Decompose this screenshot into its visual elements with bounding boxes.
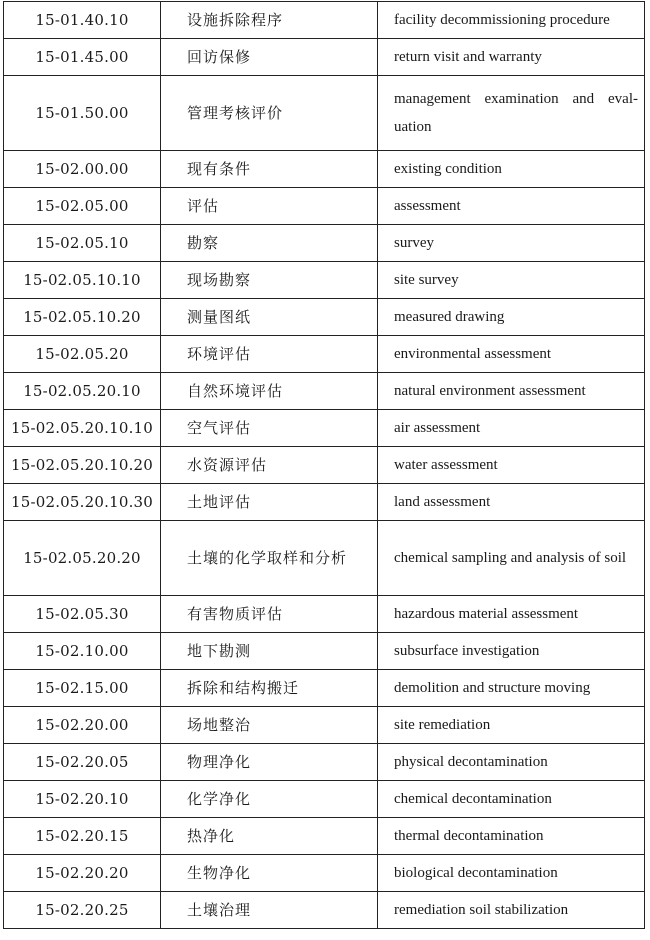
chinese-term-cell: 管理考核评价 (161, 76, 378, 151)
code-cell: 15-02.05.20.20 (4, 521, 161, 596)
chinese-term-cell: 热净化 (161, 818, 378, 855)
code-cell: 15-02.05.10.10 (4, 262, 161, 299)
chinese-term-cell: 场地整治 (161, 707, 378, 744)
table-row (4, 336, 645, 373)
chinese-term-cell: 现有条件 (161, 151, 378, 188)
code-cell: 15-02.05.20.10.10 (4, 410, 161, 447)
chinese-term-cell: 测量图纸 (161, 299, 378, 336)
english-term-cell: water assessment (378, 447, 645, 484)
table-row (4, 484, 645, 521)
chinese-term-cell: 评估 (161, 188, 378, 225)
table-row (4, 781, 645, 818)
chinese-term-cell: 环境评估 (161, 336, 378, 373)
table-row (4, 2, 645, 39)
english-term-cell (378, 521, 645, 596)
chinese-term-cell: 拆除和结构搬迁 (161, 670, 378, 707)
table-row (4, 818, 645, 855)
code-cell: 15-02.05.20.10 (4, 373, 161, 410)
english-term-cell: biological decontamination (378, 855, 645, 892)
chinese-term-cell: 设施拆除程序 (161, 2, 378, 39)
table-row (4, 262, 645, 299)
table-row (4, 521, 645, 596)
code-cell: 15-02.05.20.10.30 (4, 484, 161, 521)
code-cell: 15-02.05.30 (4, 596, 161, 633)
english-term-cell (378, 76, 645, 151)
table-row (4, 39, 645, 76)
english-term-cell: demolition and structure moving (378, 670, 645, 707)
table-row (4, 447, 645, 484)
table-row (4, 373, 645, 410)
code-cell: 15-02.05.20.10.20 (4, 447, 161, 484)
chinese-term-cell: 空气评估 (161, 410, 378, 447)
table-row (4, 744, 645, 781)
english-term-cell: site remediation (378, 707, 645, 744)
english-term-cell: thermal decontamination (378, 818, 645, 855)
table-row (4, 299, 645, 336)
code-cell: 15-02.20.05 (4, 744, 161, 781)
english-term-text: chemical sampling and analysis of soil (394, 550, 627, 566)
table-row (4, 892, 645, 929)
english-term-cell: existing condition (378, 151, 645, 188)
code-cell: 15-01.45.00 (4, 39, 161, 76)
code-cell: 15-02.00.00 (4, 151, 161, 188)
english-term-cell: hazardous material assessment (378, 596, 645, 633)
chinese-term-cell: 回访保修 (161, 39, 378, 76)
chinese-term-cell: 生物净化 (161, 855, 378, 892)
chinese-term-cell: 土地评估 (161, 484, 378, 521)
code-cell: 15-02.20.15 (4, 818, 161, 855)
table-row (4, 410, 645, 447)
term-table (3, 1, 645, 929)
table-row (4, 855, 645, 892)
chinese-term-cell: 土壤治理 (161, 892, 378, 929)
chinese-term-cell: 物理净化 (161, 744, 378, 781)
code-cell: 15-02.20.10 (4, 781, 161, 818)
english-term-cell: physical decontamination (378, 744, 645, 781)
chinese-term-text: 土壤的化学取样和分析 (187, 549, 348, 567)
english-term-cell: facility decommissioning procedure (378, 2, 645, 39)
english-term-cell: return visit and warranty (378, 39, 645, 76)
table-row (4, 633, 645, 670)
english-term-cell: air assessment (378, 410, 645, 447)
english-term-cell: subsurface investigation (378, 633, 645, 670)
english-term-cell: remediation soil stabilization (378, 892, 645, 929)
code-cell: 15-02.20.00 (4, 707, 161, 744)
table-row (4, 670, 645, 707)
chinese-term-cell: 有害物质评估 (161, 596, 378, 633)
chinese-term-cell: 勘察 (161, 225, 378, 262)
chinese-term-cell: 现场勘察 (161, 262, 378, 299)
english-term-cell: site survey (378, 262, 645, 299)
table-row (4, 596, 645, 633)
code-cell: 15-02.20.20 (4, 855, 161, 892)
table-row (4, 188, 645, 225)
code-cell: 15-02.05.10 (4, 225, 161, 262)
english-term-cell: survey (378, 225, 645, 262)
english-term-text: management examination and eval-uation (394, 91, 638, 135)
code-cell: 15-02.20.25 (4, 892, 161, 929)
chinese-term-cell: 自然环境评估 (161, 373, 378, 410)
table-row (4, 707, 645, 744)
code-cell: 15-02.15.00 (4, 670, 161, 707)
code-cell: 15-02.05.00 (4, 188, 161, 225)
code-cell: 15-02.05.20 (4, 336, 161, 373)
code-cell: 15-01.40.10 (4, 2, 161, 39)
chinese-term-cell: 水资源评估 (161, 447, 378, 484)
table-row (4, 225, 645, 262)
english-term-cell: land assessment (378, 484, 645, 521)
code-cell: 15-02.05.10.20 (4, 299, 161, 336)
chinese-term-cell (161, 521, 378, 596)
english-term-cell: natural environment assessment (378, 373, 645, 410)
code-cell: 15-02.10.00 (4, 633, 161, 670)
english-term-cell: measured drawing (378, 299, 645, 336)
chinese-term-cell: 化学净化 (161, 781, 378, 818)
table-row (4, 151, 645, 188)
english-term-cell: environmental assessment (378, 336, 645, 373)
chinese-term-cell: 地下勘测 (161, 633, 378, 670)
code-cell: 15-01.50.00 (4, 76, 161, 151)
english-term-cell: chemical decontamination (378, 781, 645, 818)
english-term-cell: assessment (378, 188, 645, 225)
table-row (4, 76, 645, 151)
